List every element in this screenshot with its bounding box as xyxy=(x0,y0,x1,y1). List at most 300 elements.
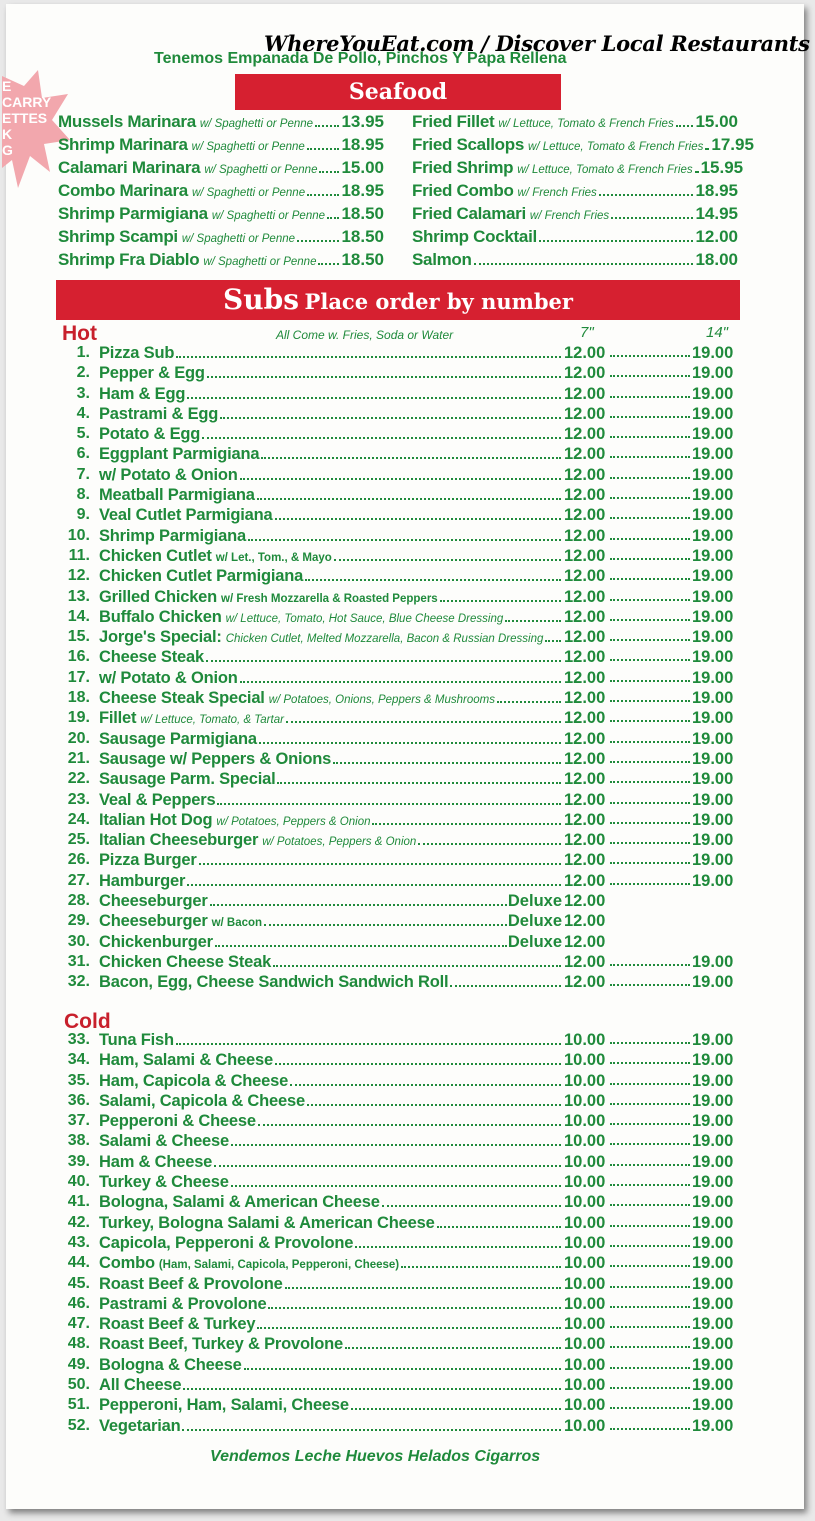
sub-item xyxy=(62,750,742,770)
price-14-inch: 19.00 xyxy=(692,973,734,992)
sub-item-name: Turkey & Cheese xyxy=(99,1173,229,1192)
sub-item-main xyxy=(99,1051,562,1070)
price-7-inch: 10.00 xyxy=(564,1233,606,1252)
dot-leader xyxy=(307,194,339,196)
dot-leader xyxy=(610,822,690,824)
price-7-inch: 10.00 xyxy=(564,1051,606,1070)
seafood-item-name: Fried Calamari xyxy=(412,204,526,223)
price-7-inch: 12.00 xyxy=(564,486,606,505)
dot-leader xyxy=(202,437,561,439)
seafood-item-price: 18.50 xyxy=(341,250,384,269)
dot-leader xyxy=(599,194,694,196)
price-14-inch: 19.00 xyxy=(692,445,734,464)
dot-leader xyxy=(610,1245,690,1247)
dot-leader xyxy=(214,1165,561,1167)
sub-item-number: 45. xyxy=(67,1274,90,1292)
dot-leader xyxy=(401,1266,561,1268)
sub-item-number: 31. xyxy=(67,952,90,970)
dot-leader xyxy=(264,924,507,926)
sub-item-main xyxy=(99,770,562,789)
sub-item-name: Tuna Fish xyxy=(99,1031,174,1049)
sub-item-desc: w/ Potatoes, Onions, Peppers & Mushrooms xyxy=(268,694,495,707)
price-7-inch: 10.00 xyxy=(564,1335,606,1354)
dot-leader xyxy=(450,985,561,987)
price-7-inch: 12.00 xyxy=(564,973,606,992)
sub-item-number: 37. xyxy=(67,1112,90,1130)
seafood-item-name: Fried Fillet xyxy=(412,112,495,131)
price-7-inch: 10.00 xyxy=(564,1071,606,1090)
dot-leader xyxy=(372,823,561,825)
price-7-inch: 10.00 xyxy=(564,1152,606,1171)
sub-item-name: Eggplant Parmigiana xyxy=(99,445,260,464)
sub-item-name: Meatball Parmigiana xyxy=(99,486,255,505)
dot-leader xyxy=(610,842,690,844)
sub-item-main xyxy=(99,527,562,546)
dot-leader xyxy=(610,1164,690,1166)
starburst-line: CARRY xyxy=(2,94,52,110)
dot-leader xyxy=(610,984,690,986)
sub-item xyxy=(62,588,742,608)
dot-leader xyxy=(275,1063,561,1065)
sub-item-name: Combo xyxy=(99,1254,155,1273)
subs-title: Subs xyxy=(223,283,299,316)
seafood-item-name: Fried Scallops xyxy=(412,135,525,154)
price-7-inch: 12.00 xyxy=(564,831,606,850)
sub-item xyxy=(62,486,742,506)
sub-item xyxy=(62,1193,742,1213)
sub-item-name: Cheeseburger xyxy=(99,912,208,931)
dot-leader xyxy=(277,782,561,784)
price-7-inch: 12.00 xyxy=(564,729,606,748)
price-7-inch: 10.00 xyxy=(564,1396,606,1415)
seafood-item xyxy=(58,227,384,250)
dot-leader xyxy=(610,680,690,682)
dot-leader xyxy=(610,1326,690,1328)
price-14-inch: 19.00 xyxy=(692,831,734,850)
price-7-inch: 12.00 xyxy=(564,364,606,383)
sub-item-desc: w/ Bacon xyxy=(211,917,263,930)
price-7-inch: 12.00 xyxy=(564,465,606,484)
sub-item-main xyxy=(99,506,562,525)
sub-item-name: Ham & Cheese xyxy=(99,1152,213,1171)
dot-leader xyxy=(334,559,561,561)
sub-item-name: Roast Beef, Turkey & Provolone xyxy=(99,1335,344,1354)
dot-leader xyxy=(610,375,690,377)
dot-leader xyxy=(610,1428,690,1430)
sub-item-name: Pizza Burger xyxy=(99,851,197,870)
sub-item-name: Potato & Egg xyxy=(99,425,201,444)
sub-item-main xyxy=(99,405,562,424)
price-14-inch: 19.00 xyxy=(692,1132,734,1151)
sub-item xyxy=(62,1417,742,1437)
seafood-item xyxy=(58,135,384,158)
price-7-inch: 12.00 xyxy=(564,587,606,606)
price-7-inch: 12.00 xyxy=(564,709,606,728)
sub-item-number: 52. xyxy=(67,1416,90,1434)
price-7-inch: 12.00 xyxy=(564,607,606,626)
price-7-inch: 10.00 xyxy=(564,1193,606,1212)
seafood-item-price: 18.50 xyxy=(341,227,384,246)
sub-item xyxy=(62,973,742,993)
sub-item-main xyxy=(99,709,562,728)
cold-title: Cold xyxy=(64,1010,111,1033)
sub-item xyxy=(62,506,742,526)
sub-item xyxy=(62,648,742,668)
sub-item-number: 36. xyxy=(67,1091,90,1109)
dot-leader xyxy=(610,659,690,661)
sub-item-main xyxy=(99,1356,562,1375)
dot-leader xyxy=(610,720,690,722)
sub-item-main xyxy=(99,1295,562,1314)
dot-leader xyxy=(610,1062,690,1064)
sub-item-name: Italian Cheeseburger xyxy=(99,831,259,850)
seafood-banner: Seafood xyxy=(235,74,561,110)
price-7-inch: 12.00 xyxy=(564,689,606,708)
sub-item-name: Vegetarian xyxy=(99,1416,181,1435)
sub-item-main xyxy=(99,1193,562,1212)
starburst-line: E xyxy=(2,78,12,94)
price-7-inch: 10.00 xyxy=(564,1355,606,1374)
dot-leader xyxy=(610,578,690,580)
dot-leader xyxy=(382,1205,561,1207)
dot-leader xyxy=(176,1043,561,1045)
seafood-item xyxy=(412,181,738,204)
sub-item-main xyxy=(99,669,562,688)
dot-leader xyxy=(610,436,690,438)
sub-item xyxy=(62,892,742,912)
price-7-inch: 12.00 xyxy=(564,851,606,870)
price-14-inch: 19.00 xyxy=(692,1071,734,1090)
dot-leader xyxy=(215,945,507,947)
price-14-inch: 19.00 xyxy=(692,1416,734,1435)
starburst-line: G xyxy=(2,142,13,158)
footer-note: Vendemos Leche Huevos Helados Cigarros xyxy=(210,1448,541,1465)
sub-item-number: 26. xyxy=(67,851,90,869)
dot-leader xyxy=(610,1286,690,1288)
sub-item-main xyxy=(99,628,562,647)
seafood-item-desc: w/ Spaghetti or Penne xyxy=(203,256,317,268)
sub-item-name: Salami & Cheese xyxy=(99,1132,229,1151)
seafood-item-name: Fried Shrimp xyxy=(412,158,514,177)
dot-leader xyxy=(199,863,561,865)
dot-leader xyxy=(611,217,693,219)
sub-item-main xyxy=(99,588,562,607)
sub-item-main xyxy=(99,1254,562,1273)
price-14-inch: 19.00 xyxy=(692,404,734,423)
sub-item-name: Fillet xyxy=(99,709,137,728)
sub-item-number: 47. xyxy=(67,1315,90,1333)
dot-leader xyxy=(333,762,561,764)
sub-item xyxy=(62,527,742,547)
dot-leader xyxy=(307,1104,561,1106)
sub-item xyxy=(62,1153,742,1173)
sub-item-name: Sausage w/ Peppers & Onions xyxy=(99,749,332,768)
price-14-inch: 19.00 xyxy=(692,1213,734,1232)
sub-item-main xyxy=(99,892,562,911)
sub-item-name: Veal Cutlet Parmigiana xyxy=(99,506,273,525)
sub-item-main xyxy=(99,385,562,404)
seafood-item-price: 15.95 xyxy=(700,158,744,177)
sub-item-number: 27. xyxy=(67,871,90,889)
sub-item-name: w/ Potato & Onion xyxy=(99,668,238,687)
sub-item-number: 21. xyxy=(67,749,90,767)
watermark: WhereYouEat.com / Discover Local Restaurants xyxy=(264,31,810,56)
sub-item-number: 10. xyxy=(67,526,90,544)
sub-item-name: Ham, Salami & Cheese xyxy=(99,1051,273,1070)
price-7-inch: 10.00 xyxy=(564,1091,606,1110)
sub-item-number: 25. xyxy=(67,831,90,849)
dot-leader xyxy=(297,240,339,242)
sub-item-name: Cheese Steak xyxy=(99,648,204,667)
dot-leader xyxy=(610,599,690,601)
sub-item-main xyxy=(99,1315,562,1334)
dot-leader xyxy=(610,1407,690,1409)
sub-item xyxy=(62,1275,742,1295)
price-14-inch: 19.00 xyxy=(692,1396,734,1415)
sub-item-number: 14. xyxy=(67,607,90,625)
sub-item xyxy=(62,364,742,384)
sub-item-name: Pepperoni & Cheese xyxy=(99,1112,256,1131)
sub-item-number: 13. xyxy=(67,587,90,605)
sub-item-desc: w/ Lettuce, Tomato, & Tartar xyxy=(140,714,284,727)
dot-leader xyxy=(182,1429,561,1431)
price-7-inch: 12.00 xyxy=(564,912,606,931)
price-7-inch: 12.00 xyxy=(564,506,606,525)
dot-leader xyxy=(610,1306,690,1308)
sub-item-number: 24. xyxy=(67,810,90,828)
sub-item-main xyxy=(99,1234,562,1253)
dot-leader xyxy=(259,742,561,744)
seafood-left-column xyxy=(58,112,384,273)
price-14-inch: 19.00 xyxy=(692,770,734,789)
seafood-item-name: Calamari Marinara xyxy=(58,158,201,177)
top-note: Tenemos Empanada De Pollo, Pinchos Y Papa Rellena xyxy=(154,50,567,67)
sub-item-main xyxy=(99,1376,562,1395)
dot-leader xyxy=(610,477,690,479)
sub-item-main xyxy=(99,912,562,931)
sub-item-name: Veal & Peppers xyxy=(99,790,216,809)
sub-item-number: 35. xyxy=(67,1071,90,1089)
price-14-inch: 19.00 xyxy=(692,607,734,626)
seafood-item xyxy=(412,158,744,181)
sub-item-main xyxy=(99,547,562,566)
seafood-item-name: Combo Marinara xyxy=(58,181,188,200)
dot-leader xyxy=(315,125,339,127)
sub-item-number: 23. xyxy=(67,790,90,808)
price-14-inch: 19.00 xyxy=(692,729,734,748)
price-14-inch: 19.00 xyxy=(692,465,734,484)
dot-leader xyxy=(275,518,562,520)
price-7-inch: 12.00 xyxy=(564,384,606,403)
sub-item-number: 43. xyxy=(67,1233,90,1251)
price-7-inch: 10.00 xyxy=(564,1031,606,1049)
sub-item-desc: w/ Potatoes, Peppers & Onion xyxy=(262,836,417,849)
sub-item-number: 4. xyxy=(76,404,90,422)
dot-leader xyxy=(240,478,561,480)
dot-leader xyxy=(474,263,694,265)
sub-item xyxy=(62,1376,742,1396)
sub-item-number: 7. xyxy=(76,465,90,483)
sub-item-number: 39. xyxy=(67,1152,90,1170)
hot-header xyxy=(62,324,742,346)
sub-item xyxy=(62,1112,742,1132)
dot-leader xyxy=(231,1185,561,1187)
sub-item xyxy=(62,851,742,871)
dot-leader xyxy=(610,497,690,499)
dot-leader xyxy=(610,1387,690,1389)
sub-item-name: Chicken Cheese Steak xyxy=(99,952,272,971)
sub-item-main xyxy=(99,1173,562,1192)
seafood-item xyxy=(58,250,384,273)
price-7-inch: 10.00 xyxy=(564,1173,606,1192)
price-7-inch: 12.00 xyxy=(564,668,606,687)
sub-item xyxy=(62,669,742,689)
price-14-inch: 19.00 xyxy=(692,1193,734,1212)
sub-item-deluxe: Deluxe xyxy=(507,932,562,951)
sub-item xyxy=(62,872,742,892)
dot-leader xyxy=(307,148,340,150)
sub-item xyxy=(62,1173,742,1193)
price-14-inch: 19.00 xyxy=(692,1173,734,1192)
dot-leader xyxy=(257,1327,561,1329)
price-7-inch: 12.00 xyxy=(564,871,606,890)
sub-item xyxy=(62,709,742,729)
sub-item-main xyxy=(99,750,562,769)
sub-item-main xyxy=(99,1396,562,1415)
sub-item-desc: (Ham, Salami, Capicola, Pepperoni, Cheese) xyxy=(158,1259,400,1272)
sub-item-number: 42. xyxy=(67,1213,90,1231)
seafood-item-price: 13.95 xyxy=(341,112,384,131)
sub-item-number: 18. xyxy=(67,689,90,707)
sub-item xyxy=(62,608,742,628)
sub-item-name: Turkey, Bologna Salami & American Cheese xyxy=(99,1213,435,1232)
dot-leader xyxy=(610,781,690,783)
sub-item-main xyxy=(99,1092,562,1111)
price-14-inch: 19.00 xyxy=(692,810,734,829)
seafood-item-desc: w/ Lettuce, Tomato & French Fries xyxy=(498,118,674,130)
dot-leader xyxy=(345,1347,561,1349)
price-14-inch: 19.00 xyxy=(692,1091,734,1110)
sub-item-number: 16. xyxy=(67,648,90,666)
price-7-inch: 12.00 xyxy=(564,749,606,768)
cold-subs-list xyxy=(62,1031,742,1437)
sub-item xyxy=(62,791,742,811)
sub-item-name: Italian Hot Dog xyxy=(99,810,213,829)
sub-item xyxy=(62,425,742,445)
sub-item-main xyxy=(99,567,562,586)
seafood-item xyxy=(412,250,738,273)
sub-item xyxy=(62,730,742,750)
sub-item-name: Pepper & Egg xyxy=(99,364,205,383)
price-14-inch: 19.00 xyxy=(692,546,734,565)
sub-item-number: 51. xyxy=(67,1396,90,1414)
subs-banner xyxy=(56,280,740,320)
subs-subtitle: Place order by number xyxy=(304,289,573,314)
dot-leader xyxy=(305,579,561,581)
starburst-line: K xyxy=(2,126,13,142)
sub-item-number: 9. xyxy=(76,506,90,524)
price-14-inch: 19.00 xyxy=(692,1112,734,1131)
price-7-inch: 12.00 xyxy=(564,770,606,789)
price-7-inch: 10.00 xyxy=(564,1294,606,1313)
sub-item-number: 6. xyxy=(76,445,90,463)
seafood-item xyxy=(58,158,384,181)
sub-item-main xyxy=(99,1072,562,1091)
sub-item-main xyxy=(99,425,562,444)
sub-item xyxy=(62,1234,742,1254)
sub-item-main xyxy=(99,831,562,850)
dot-leader xyxy=(257,498,561,500)
seafood-item xyxy=(412,204,738,227)
seafood-item-desc: w/ Lettuce, Tomato & French Fries xyxy=(528,141,704,153)
sub-item xyxy=(62,770,742,790)
seafood-item xyxy=(412,112,738,135)
sub-item xyxy=(62,1072,742,1092)
sub-item-number: 15. xyxy=(67,628,90,646)
seafood-item xyxy=(412,227,738,250)
dot-leader xyxy=(695,171,699,173)
price-7-inch: 12.00 xyxy=(564,425,606,444)
dot-leader xyxy=(258,1124,561,1126)
sub-item xyxy=(62,466,742,486)
sub-item-number: 12. xyxy=(67,567,90,585)
dot-leader xyxy=(610,538,690,540)
seafood-item xyxy=(58,112,384,135)
price-14-inch: 19.00 xyxy=(692,689,734,708)
hot-subs-list xyxy=(62,344,742,994)
sub-item-number: 30. xyxy=(67,932,90,950)
seafood-item-desc: w/ Spaghetti or Penne xyxy=(199,118,314,130)
price-7-inch: 12.00 xyxy=(564,790,606,809)
sub-item xyxy=(62,1254,742,1274)
price-7-inch: 10.00 xyxy=(564,1213,606,1232)
seafood-item-desc: w/ Spaghetti or Penne xyxy=(191,187,306,199)
dot-leader xyxy=(355,1246,561,1248)
seafood-item-name: Shrimp Cocktail xyxy=(412,227,537,246)
sub-item-main xyxy=(99,1153,562,1172)
seafood-item-desc: w/ Spaghetti or Penne xyxy=(204,164,318,176)
sub-item-name: Bacon, Egg, Cheese Sandwich Sandwich Roll xyxy=(99,973,449,992)
seafood-item-desc: w/ Lettuce, Tomato & French Fries xyxy=(517,164,693,176)
sub-item-number: 34. xyxy=(67,1051,90,1069)
sub-item xyxy=(62,1092,742,1112)
sub-item-number: 41. xyxy=(67,1193,90,1211)
sub-item-name: Cheeseburger xyxy=(99,892,208,911)
sub-item-name: Ham & Egg xyxy=(99,384,186,403)
sub-item-main xyxy=(99,872,562,891)
dot-leader xyxy=(261,457,561,459)
sub-item xyxy=(62,1315,742,1335)
sub-item xyxy=(62,912,742,932)
sub-item-name: Sausage Parmigiana xyxy=(99,729,257,748)
seafood-item-price: 17.95 xyxy=(711,135,754,154)
sub-item-name: Grilled Chicken xyxy=(99,587,218,606)
sub-item-desc: w/ Let., Tom., & Mayo xyxy=(215,551,332,564)
dot-leader xyxy=(610,964,690,966)
price-7-inch: 10.00 xyxy=(564,1315,606,1334)
dot-leader xyxy=(437,1226,561,1228)
dot-leader xyxy=(505,620,561,622)
price-14-inch: 19.00 xyxy=(692,1152,734,1171)
seafood-item xyxy=(412,135,754,158)
seafood-item-price: 18.95 xyxy=(341,181,384,200)
dot-leader xyxy=(610,1225,690,1227)
dot-leader xyxy=(206,660,561,662)
sub-item-name: Capicola, Pepperoni & Provolone xyxy=(99,1233,354,1252)
price-14-inch: 19.00 xyxy=(692,709,734,728)
dot-leader xyxy=(290,1084,561,1086)
dot-leader xyxy=(210,904,507,906)
